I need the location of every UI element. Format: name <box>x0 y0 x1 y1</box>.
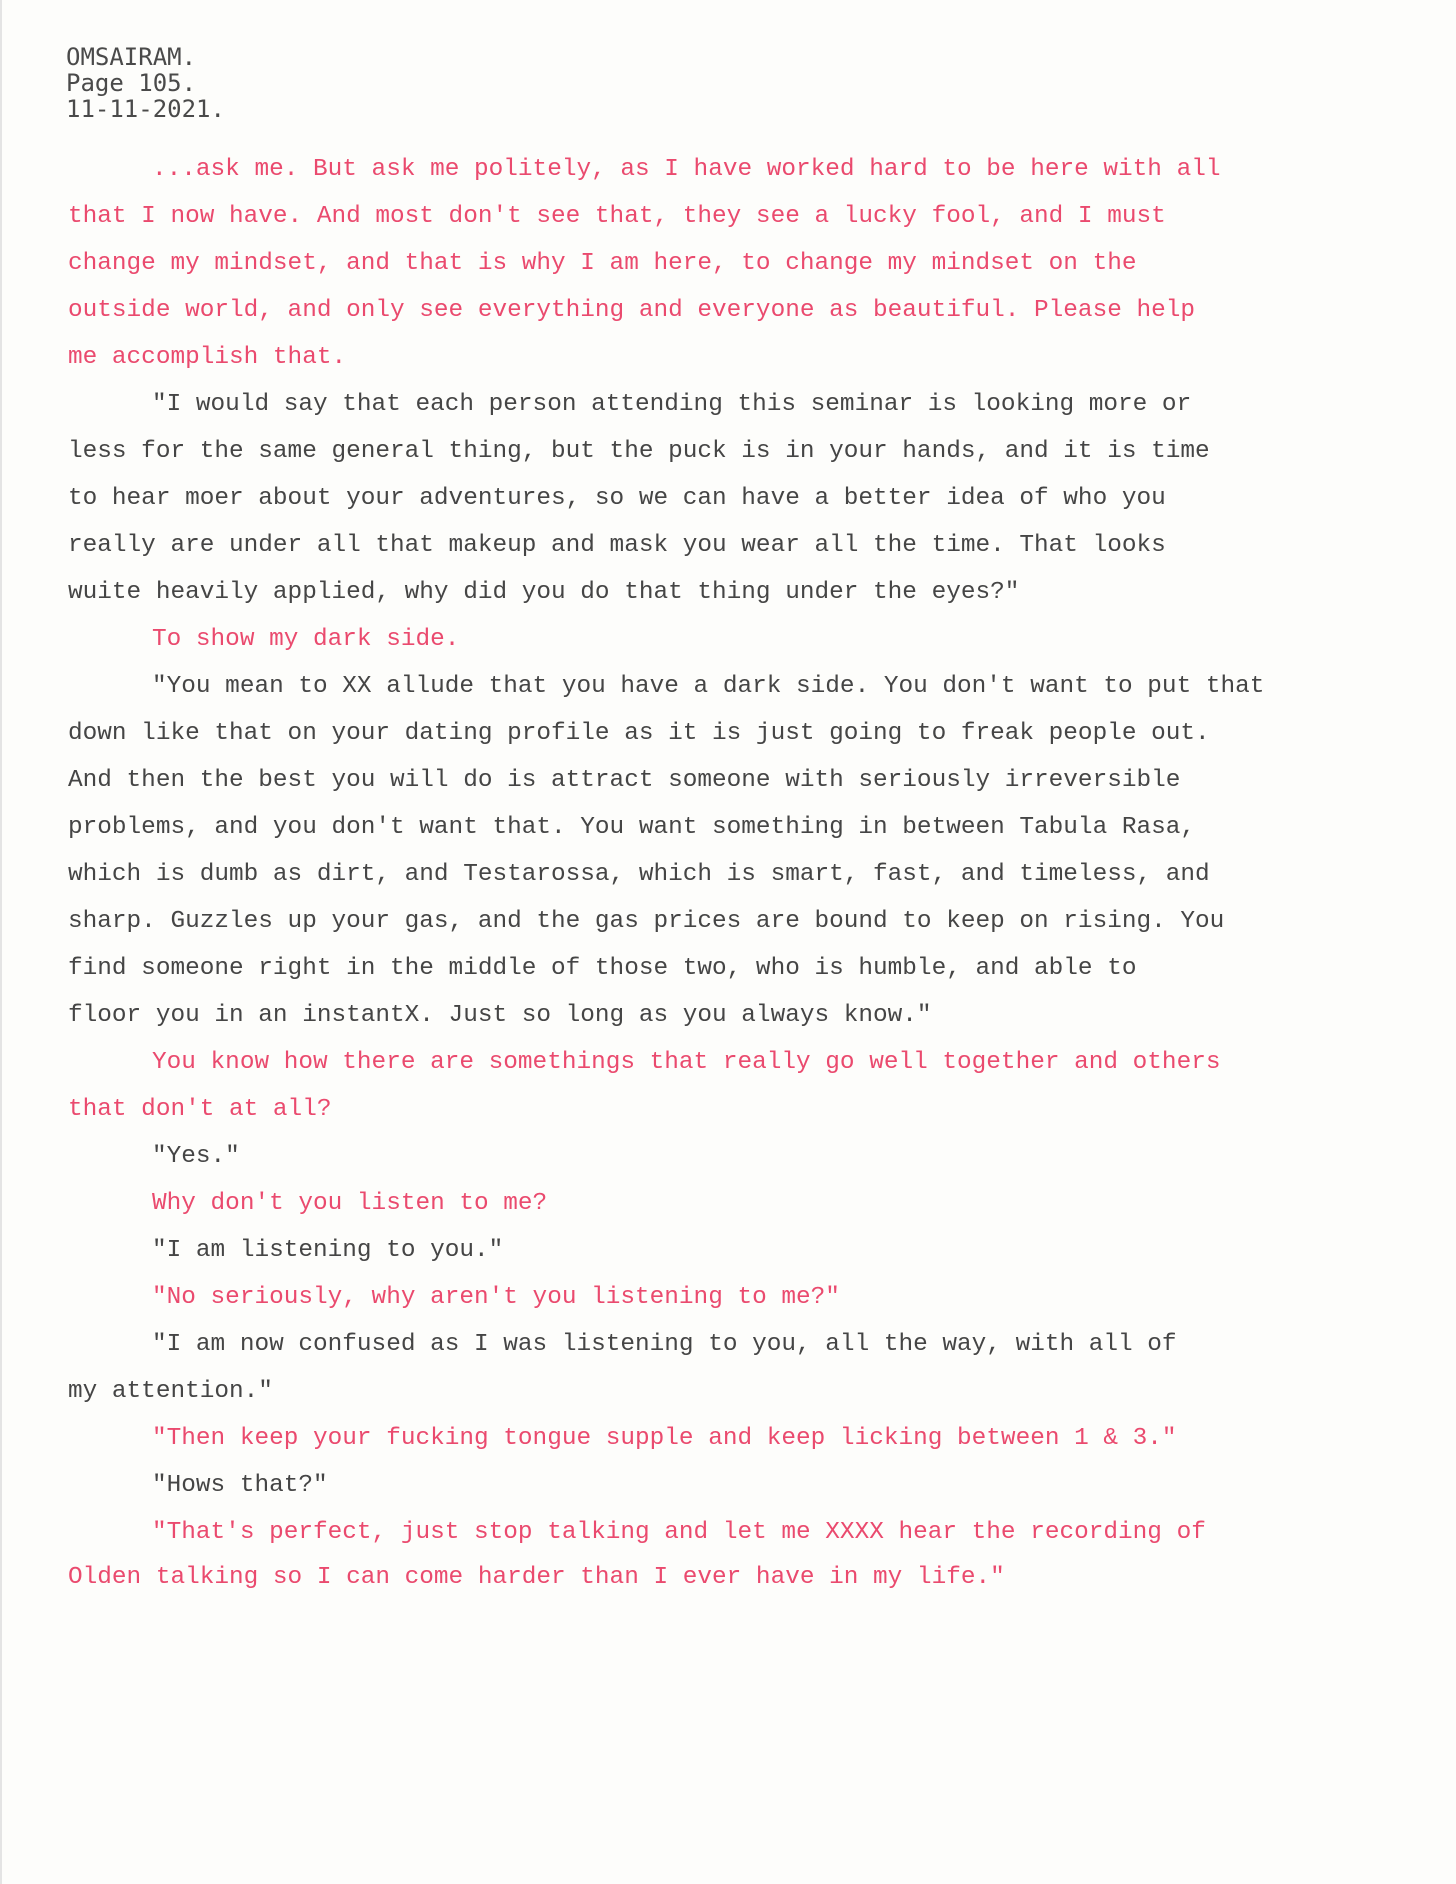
text-line: less for the same general thing, but the puck is in your hands, and it is time <box>68 438 1210 465</box>
text-line: "No seriously, why aren't you listening to me?" <box>152 1284 840 1311</box>
text-line: that I now have. And most don't see that, they see a lucky fool, and I must <box>68 203 1166 230</box>
text-line: wuite heavily applied, why did you do that thing under the eyes?" <box>68 579 1020 606</box>
text-line: me accomplish that. <box>68 344 347 371</box>
text-line: Why don't you listen to me? <box>152 1190 548 1217</box>
text-line: down like that on your dating profile as it is just going to freak people out. <box>68 720 1210 747</box>
text-line: sharp. Guzzles up your gas, and the gas prices are bound to keep on rising. You <box>68 908 1225 935</box>
text-line: "I would say that each person attending this seminar is looking more or <box>152 391 1192 418</box>
text-line: "Hows that?" <box>152 1472 328 1499</box>
text-line: And then the best you will do is attract someone with seriously irreversible <box>68 767 1181 794</box>
text-line: that don't at all? <box>68 1096 332 1123</box>
text-line: floor you in an instantX. Just so long as you always know." <box>68 1002 932 1029</box>
header-date: 11-11-2021. <box>66 95 225 123</box>
text-line: "You mean to XX allude that you have a dark side. You don't want to put that <box>152 673 1265 700</box>
text-line: outside world, and only see everything and everyone as beautiful. Please help <box>68 297 1196 324</box>
text-line: "I am listening to you." <box>152 1237 504 1264</box>
text-line: "I am now confused as I was listening to you, all the way, with all of <box>152 1331 1177 1358</box>
text-line: ...ask me. But ask me politely, as I have worked hard to be here with all <box>152 156 1221 183</box>
text-line: Olden talking so I can come harder than I ever have in my life." <box>68 1564 1005 1591</box>
text-line: You know how there are somethings that really go well together and others <box>152 1049 1221 1076</box>
text-line: "Yes." <box>152 1143 240 1170</box>
text-line: which is dumb as dirt, and Testarossa, which is smart, fast, and timeless, and <box>68 861 1210 888</box>
text-line: "Then keep your fucking tongue supple and keep licking between 1 & 3." <box>152 1425 1177 1452</box>
text-line: "That's perfect, just stop talking and let me XXXX hear the recording of <box>152 1519 1206 1546</box>
paper-edge <box>0 0 2 1884</box>
header-page-number: Page 105. <box>66 69 197 97</box>
text-line: my attention." <box>68 1378 273 1405</box>
text-line: problems, and you don't want that. You want something in between Tabula Rasa, <box>68 814 1196 841</box>
text-line: to hear moer about your adventures, so we can have a better idea of who you <box>68 485 1166 512</box>
text-line: really are under all that makeup and mask you wear all the time. That looks <box>68 532 1166 559</box>
text-line: To show my dark side. <box>152 626 460 653</box>
page-header <box>66 44 225 122</box>
text-line: change my mindset, and that is why I am here, to change my mindset on the <box>68 250 1137 277</box>
text-line: find someone right in the middle of those two, who is humble, and able to <box>68 955 1137 982</box>
header-title: OMSAIRAM. <box>66 43 197 71</box>
